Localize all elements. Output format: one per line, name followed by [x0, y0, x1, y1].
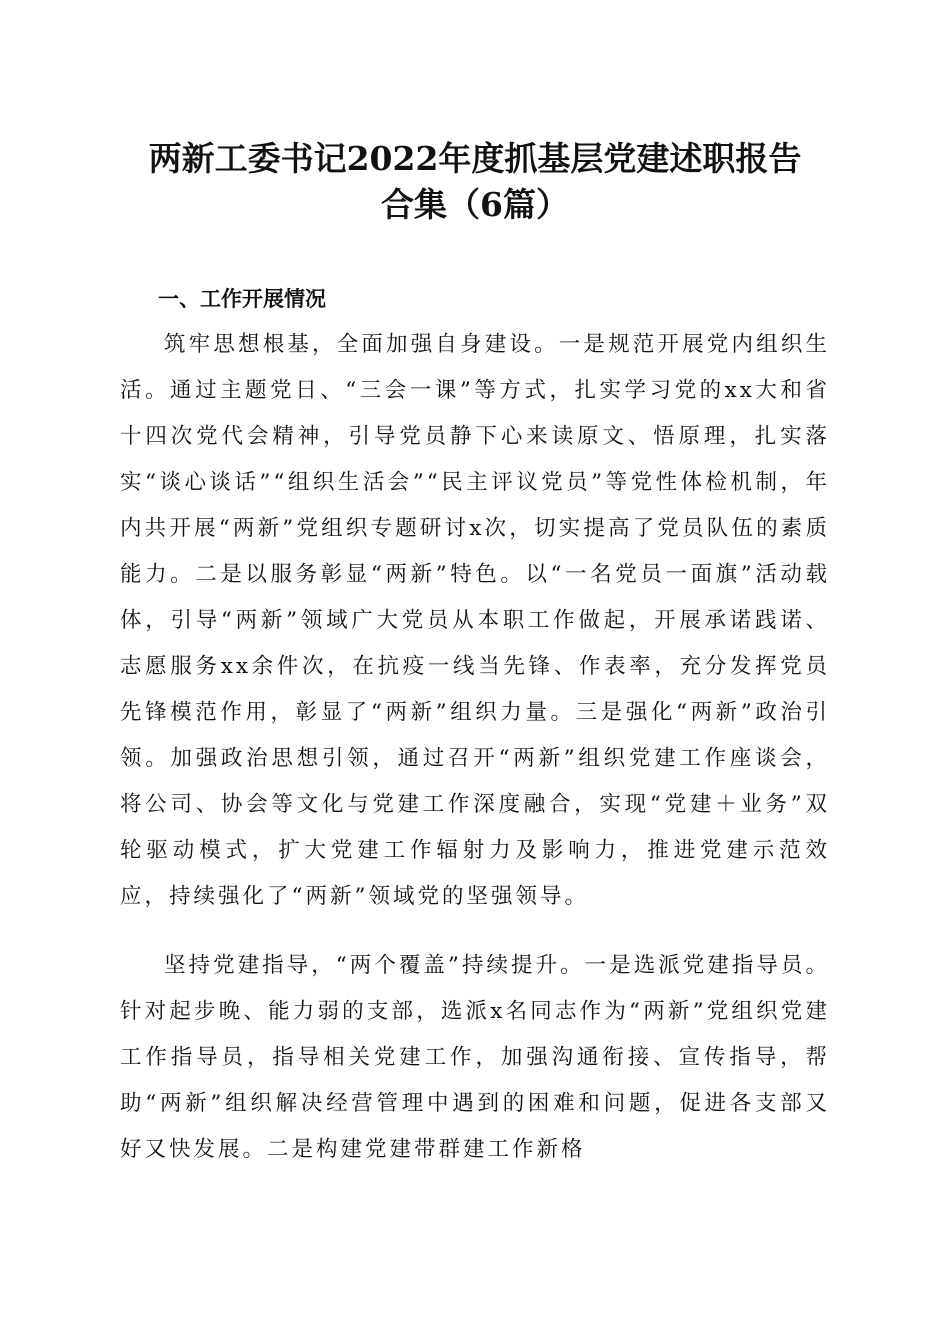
section-heading: 一、工作开展情况 [158, 287, 326, 311]
document-title-line-1: 两新工委书记2022年度抓基层党建述职报告 [148, 139, 802, 178]
body-paragraph-2: 坚持党建指导，“两个覆盖”持续提升。一是选派党建指导员。针对起步晚、能力弱的支部，选派x名同志作为“两新”党组织党建工作指导员，指导相关党建工作，加强沟通衔接、宣传指导，帮助“两新”组织解决经营管理中遇到的困难和问题，促进各支部又好又快发展。二是构建党建带群建工作新格 [120, 953, 830, 1162]
document-title [100, 136, 850, 228]
document-title-line-2: 合集（6篇） [381, 185, 569, 224]
body-paragraph-1: 筑牢思想根基，全面加强自身建设。一是规范开展党内组织生活。通过主题党日、“三会一课”等方式，扎实学习党的xx大和省十四次党代会精神，引导党员静下心来读原文、悟原理，扎实落实“谈心谈话”“组织生活会”“民主评议党员”等党性体检机制，年内共开展“两新”党组织专题研讨x次，切实提高了党员队伍的素质能力。二是以服务彰显“两新”特色。以“一名党员一面旗”活动载体，引导“两新”领域广大党员从本职工作做起，开展承诺践诺、志愿服务xx余件次，在抗疫一线当先锋、作表率，充分发挥党员先锋模范作用，彰显了“两新”组织力量。三是强化“两新”政治引领。加强政治思想引领，通过召开“两新”组织党建工作座谈会，将公司、协会等文化与党建工作深度融合，实现“党建＋业务”双轮驱动模式，扩大党建工作辐射力及影响力，推进党建示范效应，持续强化了“两新”领域党的坚强领导。 [120, 332, 830, 909]
